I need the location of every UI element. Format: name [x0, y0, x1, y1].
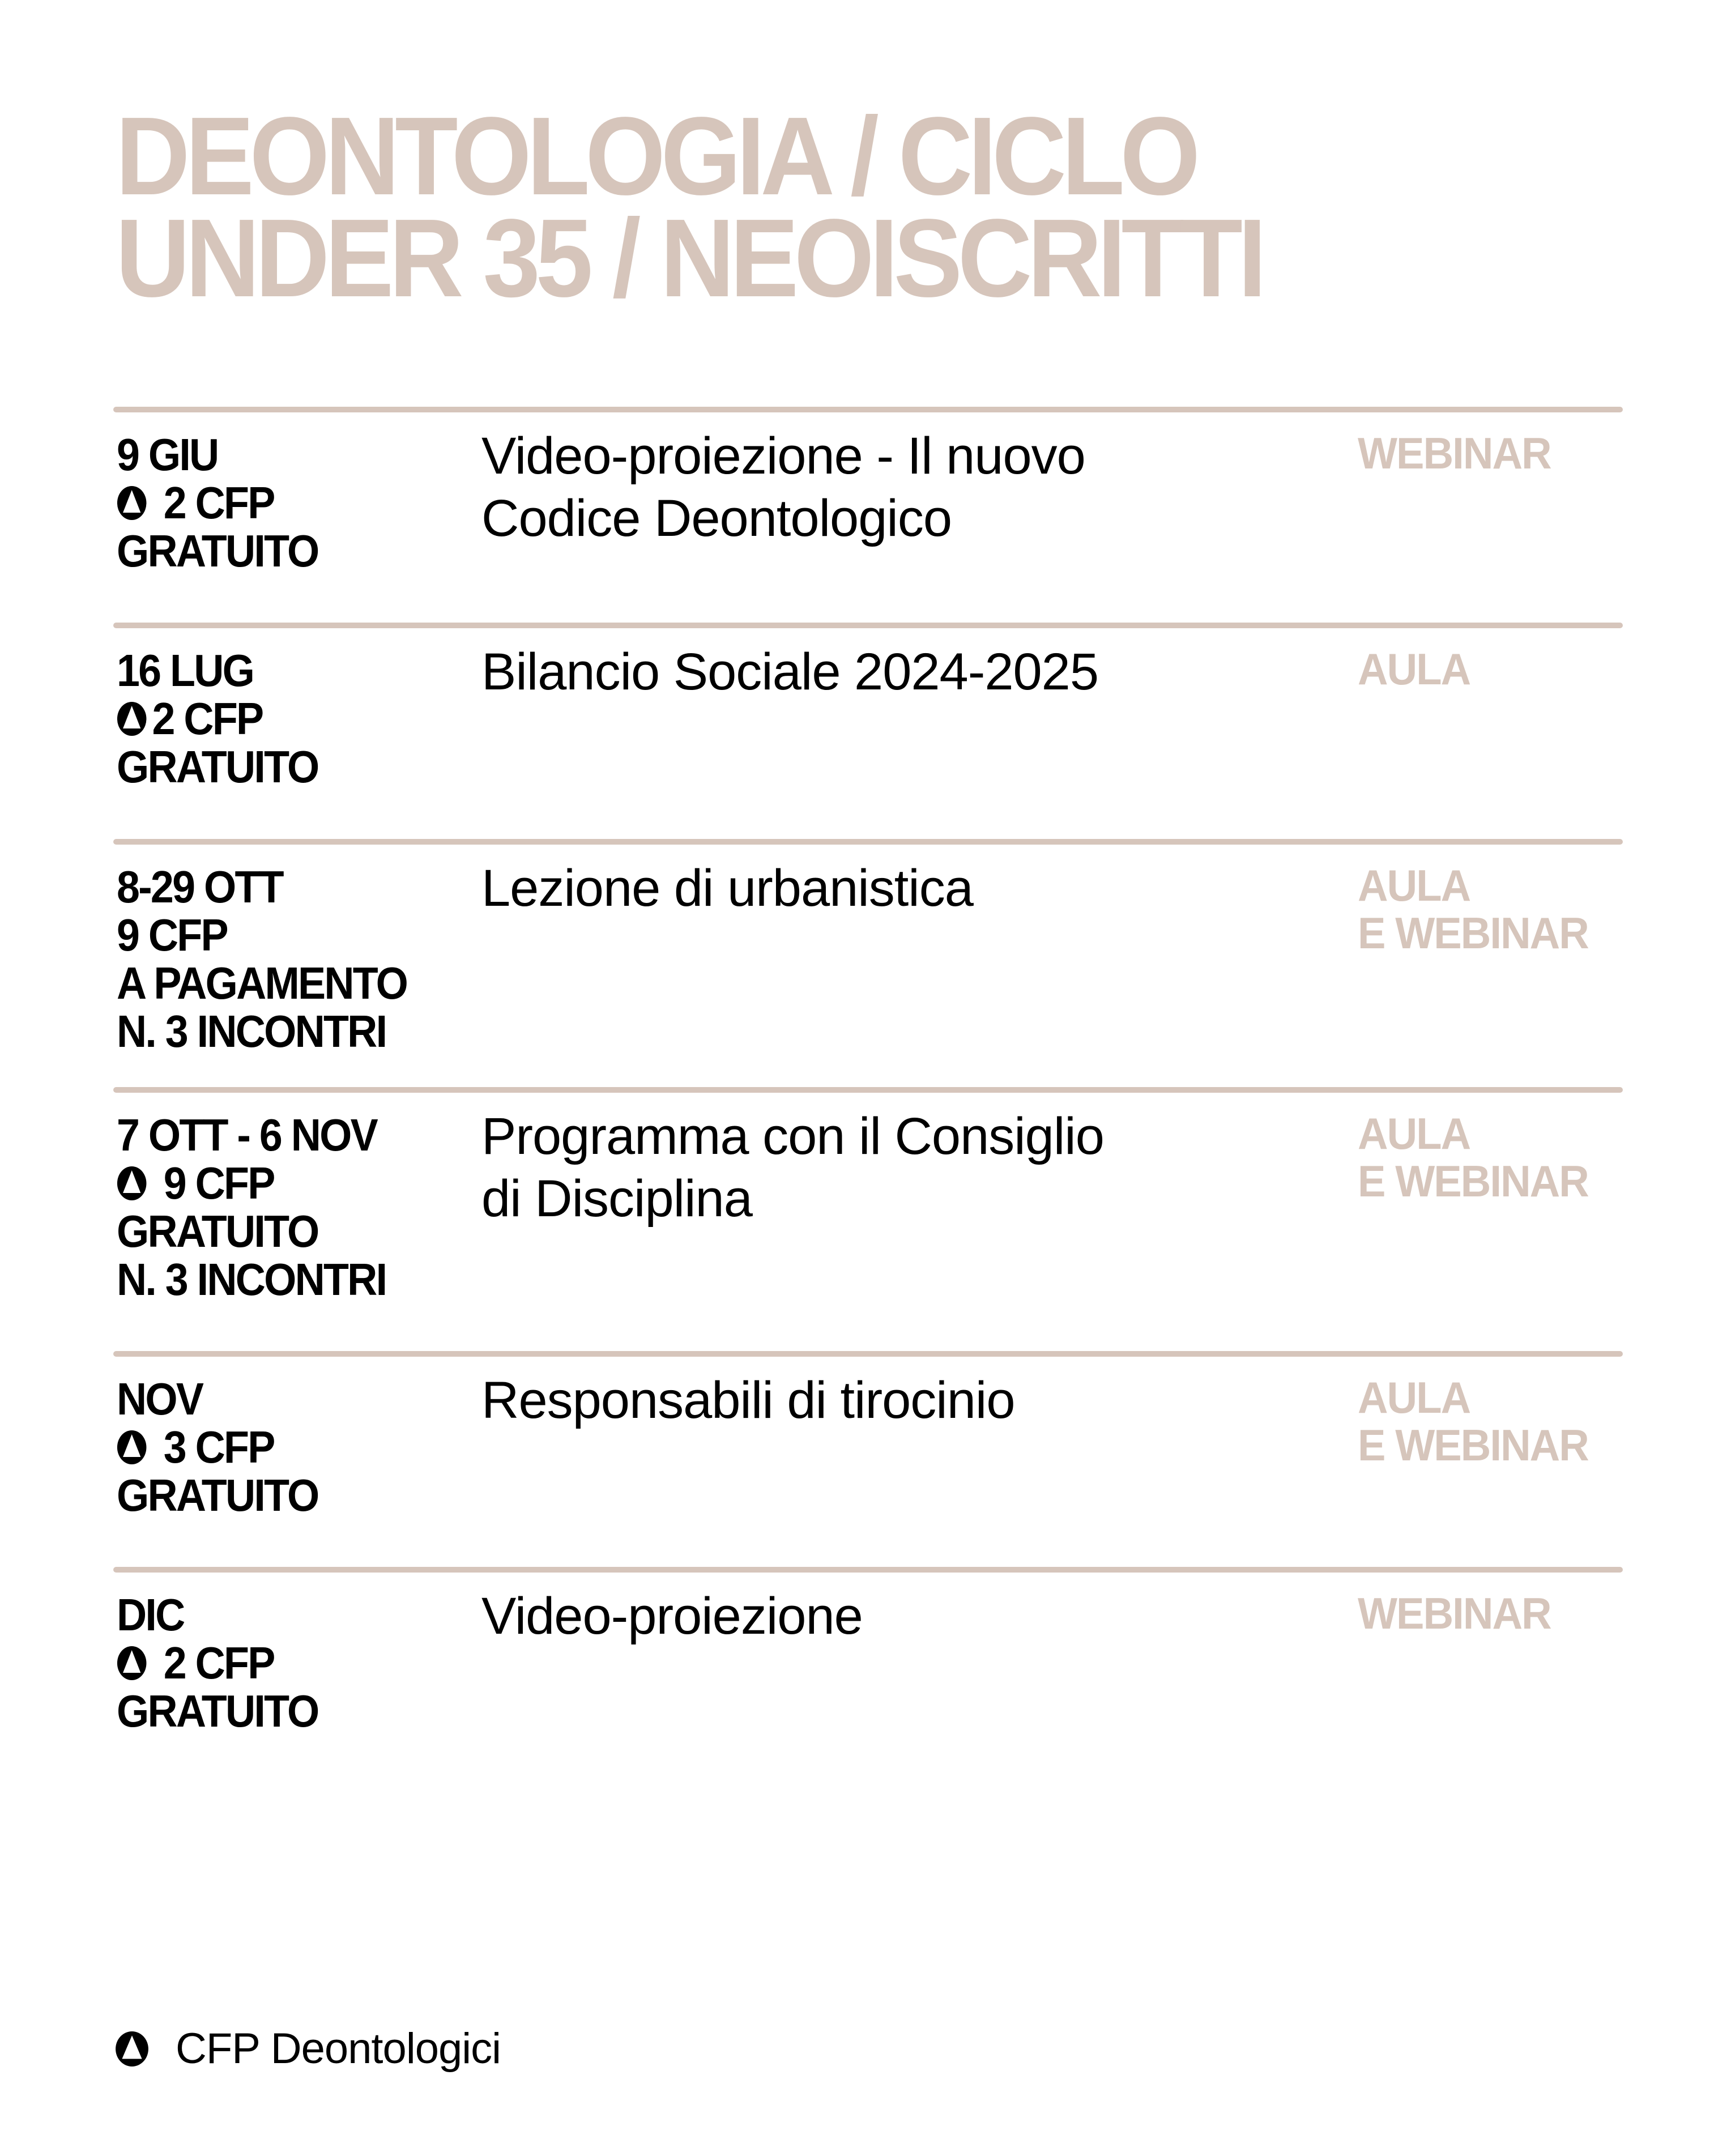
circle-triangle-icon	[117, 1166, 147, 1201]
event-title-line: Responsabili di tirocinio	[481, 1371, 1015, 1429]
page-title-line-1: DEONTOLOGIA / CICLO	[116, 94, 1196, 218]
row-divider	[113, 623, 1623, 628]
event-mode-line: AULA	[1358, 1109, 1470, 1158]
event-title	[481, 1369, 1274, 1431]
row-divider	[113, 839, 1623, 845]
event-date: 8-29 OTT	[117, 862, 283, 912]
event-date: 16 LUG	[117, 645, 254, 696]
event-sessions: N. 3 INCONTRI	[117, 1254, 386, 1305]
event-date: DIC	[117, 1590, 184, 1640]
row-divider	[113, 1351, 1623, 1357]
row-divider	[113, 1087, 1623, 1093]
legend	[114, 2023, 501, 2074]
event-price: A PAGAMENTO	[117, 958, 407, 1008]
event-cfp	[117, 1159, 386, 1207]
event-mode	[1358, 645, 1470, 693]
event-title-line: Video-proiezione - Il nuovo	[481, 427, 1085, 485]
event-title	[481, 857, 1274, 919]
event-mode	[1358, 862, 1588, 957]
event-cfp	[117, 479, 318, 527]
circle-triangle-icon	[117, 701, 147, 736]
event-mode-line: WEBINAR	[1358, 1588, 1551, 1638]
event-mode-line: E WEBINAR	[1358, 1156, 1588, 1206]
event-cfp-value: 9 CFP	[117, 910, 227, 960]
event-details	[117, 646, 318, 791]
event-mode	[1358, 1374, 1588, 1469]
event-cfp-value: 9 CFP	[163, 1158, 274, 1208]
event-mode	[1358, 429, 1551, 477]
event-sessions: N. 3 INCONTRI	[117, 1006, 386, 1056]
event-details	[117, 1111, 386, 1303]
page-title-line-2: UNDER 35 / NEOISCRITTI	[116, 196, 1262, 320]
circle-triangle-icon	[114, 2031, 150, 2067]
row-divider	[113, 407, 1623, 412]
event-mode-line: E WEBINAR	[1358, 908, 1588, 958]
event-cfp	[117, 1639, 318, 1687]
event-mode-line: AULA	[1358, 860, 1470, 910]
event-title	[481, 425, 1274, 549]
event-mode	[1358, 1110, 1588, 1205]
event-title-line: Video-proiezione	[481, 1587, 863, 1645]
event-details	[117, 1591, 318, 1735]
event-mode-line: AULA	[1358, 1373, 1470, 1422]
event-cfp-value: 2 CFP	[152, 693, 263, 744]
event-title	[481, 1105, 1274, 1230]
event-cfp-value: 2 CFP	[163, 478, 274, 528]
event-cfp-value: 3 CFP	[163, 1422, 274, 1472]
event-title-line: di Disciplina	[481, 1170, 752, 1228]
page-title	[116, 94, 1262, 320]
circle-triangle-icon	[117, 1430, 147, 1465]
event-title-line: Programma con il Consiglio	[481, 1107, 1104, 1165]
event-title-line: Bilancio Sociale 2024-2025	[481, 643, 1099, 701]
event-price: GRATUITO	[117, 1686, 318, 1736]
circle-triangle-icon	[117, 1646, 147, 1681]
event-cfp	[117, 1423, 318, 1471]
event-price: GRATUITO	[117, 526, 318, 576]
event-details	[117, 431, 318, 575]
event-date: 9 GIU	[117, 429, 218, 480]
event-mode	[1358, 1590, 1551, 1637]
event-price: GRATUITO	[117, 1470, 318, 1520]
event-mode-line: E WEBINAR	[1358, 1420, 1588, 1470]
circle-triangle-icon	[117, 485, 147, 521]
event-title	[481, 1585, 1274, 1647]
row-divider	[113, 1567, 1623, 1573]
legend-label: CFP Deontologici	[176, 2025, 501, 2073]
event-mode-line: AULA	[1358, 644, 1470, 694]
event-title-line: Lezione di urbanistica	[481, 859, 973, 917]
event-cfp	[117, 911, 407, 959]
event-mode-line: WEBINAR	[1358, 428, 1551, 478]
event-title	[481, 641, 1274, 703]
event-cfp	[117, 694, 318, 743]
event-date: 7 OTT - 6 NOV	[117, 1110, 377, 1160]
event-details	[117, 863, 407, 1055]
event-price: GRATUITO	[117, 742, 318, 792]
event-title-line: Codice Deontologico	[481, 489, 952, 547]
event-details	[117, 1375, 318, 1519]
event-date: NOV	[117, 1374, 203, 1424]
event-cfp-value: 2 CFP	[163, 1638, 274, 1688]
event-price: GRATUITO	[117, 1206, 318, 1256]
